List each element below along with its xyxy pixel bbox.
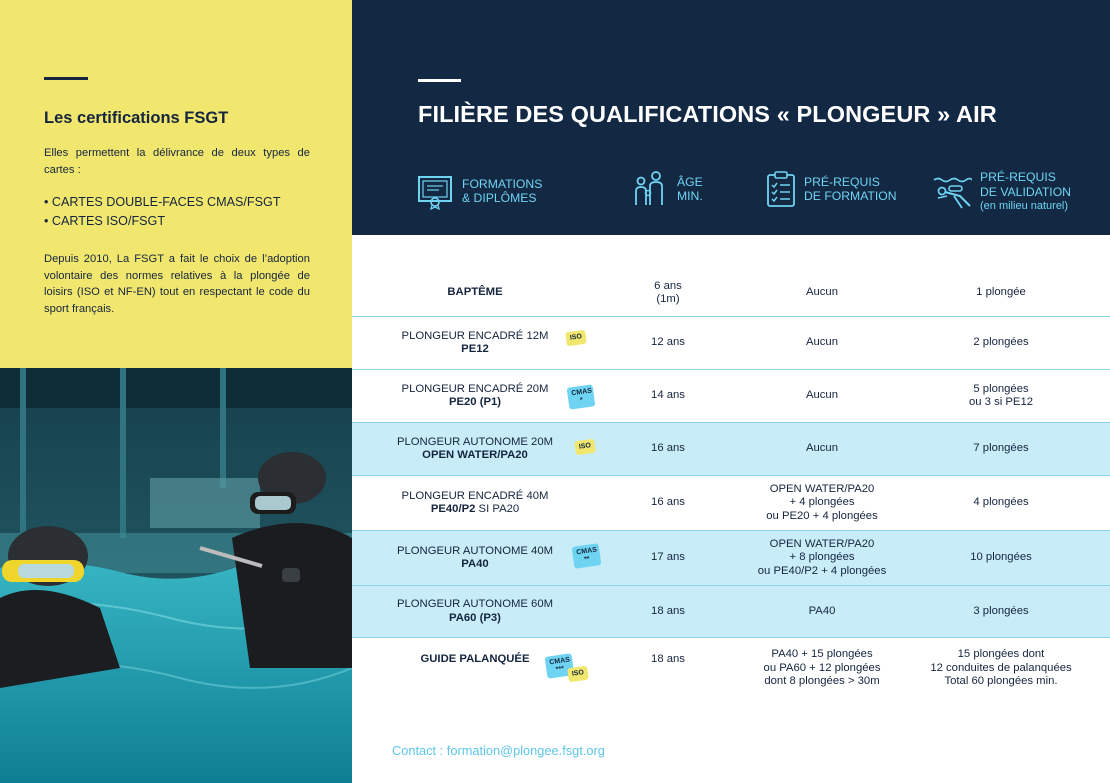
family-icon [633,170,669,208]
certifications-panel [0,0,352,368]
validation-value: 7 plongées [973,442,1029,455]
column-label-line2: DE FORMATION [804,189,897,203]
training-value: OPEN WATER/PA20 [769,537,875,550]
validation-value: Total 60 plongées min. [944,675,1058,687]
column-label-line2: MIN. [677,189,703,203]
column-label-line2: DE VALIDATION [980,184,1071,199]
training-cell [732,476,912,530]
title-rule [418,79,461,82]
training-value: Aucun [805,286,839,299]
iso-badge: ISO [565,329,587,346]
training-cell [732,317,912,369]
validation-cell [922,423,1080,475]
age-cell [618,370,718,422]
qualification-cell [352,370,598,422]
qualification-code-suffix: SI PA20 [475,503,520,515]
age-value: 18 ans [651,653,685,665]
card-type-item: • CARTES DOUBLE-FACES CMAS/FSGT [44,193,281,212]
diploma-icon [416,172,454,210]
table-row [352,638,1110,698]
validation-cell [922,370,1080,422]
age-cell [618,586,718,637]
training-value: + 4 plongées [789,496,855,509]
validation-value: 1 plongée [976,286,1026,299]
column-label-note: (en milieu naturel) [980,200,1069,212]
training-value: Aucun [805,389,839,402]
qualification-cell [352,270,598,316]
column-label-line1: FORMATIONS [462,176,543,191]
certifications-body: Depuis 2010, La FSGT a fait le choix de l’adoption volontaire des normes relatives à la plongée de loisirs (ISO et NF-EN) tout en respectant le code du sport français. [44,253,310,315]
training-value: ou PE40/P2 + 4 plongées [757,564,887,577]
age-note: (1m) [656,293,680,305]
column-header-age [633,170,703,208]
certifications-intro: Elles permettent la délivrance de deux types de cartes : [44,147,310,176]
age-cell [618,423,718,475]
qualification-code: PE40/P2 [430,503,476,515]
training-cell [732,531,912,585]
age-value: 18 ans [651,604,685,617]
table-row [352,370,1110,423]
table-row [352,586,1110,638]
qualification-name: BAPTÊME [447,286,503,299]
validation-cell [922,317,1080,369]
column-label-line1: PRÉ-REQUIS [804,174,880,189]
table-row [352,531,1110,586]
validation-value: 15 plongées dont [957,648,1045,660]
age-cell [618,531,718,585]
qualification-code: OPEN WATER/PA20 [422,449,528,461]
title-rule [44,77,88,80]
column-label-line2: & DIPLÔMES [462,191,537,205]
training-value: PA40 + 15 plongées [771,648,873,660]
age-value: 16 ans [651,496,685,509]
validation-value: 4 plongées [973,496,1029,509]
qualification-cell [352,638,598,698]
validation-value: 3 plongées [973,604,1029,617]
training-cell [732,586,912,637]
training-value: ou PA60 + 12 plongées [763,661,881,674]
training-value: OPEN WATER/PA20 [769,482,875,495]
qualification-name: PLONGEUR AUTONOME 40M [396,544,554,557]
age-value: 12 ans [651,336,685,349]
validation-cell [922,638,1080,698]
training-cell [732,270,912,316]
column-label-line1: PRÉ-REQUIS [980,170,1056,184]
qualification-code: PE20 (P1) [448,396,502,408]
training-value: PA40 [808,604,836,617]
validation-cell [922,270,1080,316]
qualification-name: PLONGEUR ENCADRÉ 40M [401,489,549,502]
cmas-badge: CMAS *** [545,653,575,679]
certifications-title: Les certifications FSGT [44,109,229,127]
qualification-cell [352,317,598,369]
qualification-name: PLONGEUR ENCADRÉ 12M [401,329,549,342]
card-type-item: • CARTES ISO/FSGT [44,212,281,231]
cmas-badge: CMAS ** [572,543,602,569]
table-row [352,423,1110,476]
validation-value: 10 plongées [970,551,1032,564]
training-value: ou PE20 + 4 plongées [766,509,878,522]
qualification-name: PLONGEUR AUTONOME 60M [396,598,554,610]
age-value: 17 ans [651,551,685,564]
training-cell [732,638,912,698]
qualification-code: PA60 (P3) [449,611,501,624]
qualification-name: GUIDE PALANQUÉE [420,653,530,665]
age-value: 14 ans [651,389,685,402]
validation-value: 2 plongées [973,336,1029,349]
table-row [352,476,1110,531]
cmas-badge: CMAS * [566,384,595,409]
page-title: FILIÈRE DES QUALIFICATIONS « PLONGEUR » AIR [418,101,997,127]
qualification-name: PLONGEUR ENCADRÉ 20M [401,382,549,395]
table-row [352,270,1110,317]
validation-value: ou 3 si PE12 [968,396,1034,408]
qualification-name: PLONGEUR AUTONOME 20M [396,435,554,448]
clipboard-checklist-icon [766,170,796,208]
qualification-code: PE12 [461,343,489,355]
training-cell [732,370,912,422]
column-header-validation [932,170,1071,214]
age-cell [618,317,718,369]
divers-pool-illustration [0,368,352,783]
validation-cell [922,476,1080,530]
column-header-training [766,170,897,208]
column-header-formations [416,172,542,210]
validation-cell [922,531,1080,585]
diver-icon [932,174,972,210]
training-value: + 8 plongées [789,551,855,564]
iso-badge: ISO [568,666,590,683]
age-cell [618,638,718,698]
qualification-code: PA40 [461,558,489,570]
age-cell [618,476,718,530]
qualification-cell [352,586,598,637]
age-cell [618,270,718,316]
table-header [352,0,1110,235]
training-value: Aucun [805,336,839,349]
qualification-cell [352,531,598,585]
iso-badge: ISO [574,438,596,455]
training-value: Aucun [805,442,839,455]
age-value: 6 ans [654,279,682,292]
validation-value: 12 conduites de palanquées [930,661,1072,674]
validation-cell [922,586,1080,637]
divers-photo [0,368,352,783]
training-cell [732,423,912,475]
age-value: 16 ans [651,442,685,455]
card-types-list [44,193,281,231]
qualification-cell [352,423,598,475]
table-row [352,317,1110,370]
validation-value: 5 plongées [973,382,1029,395]
column-label-line1: ÂGE [677,174,703,189]
training-value: dont 8 plongées > 30m [764,675,880,687]
contact-email-link[interactable]: Contact : formation@plongee.fsgt.org [392,743,605,758]
qualification-cell [352,476,598,530]
